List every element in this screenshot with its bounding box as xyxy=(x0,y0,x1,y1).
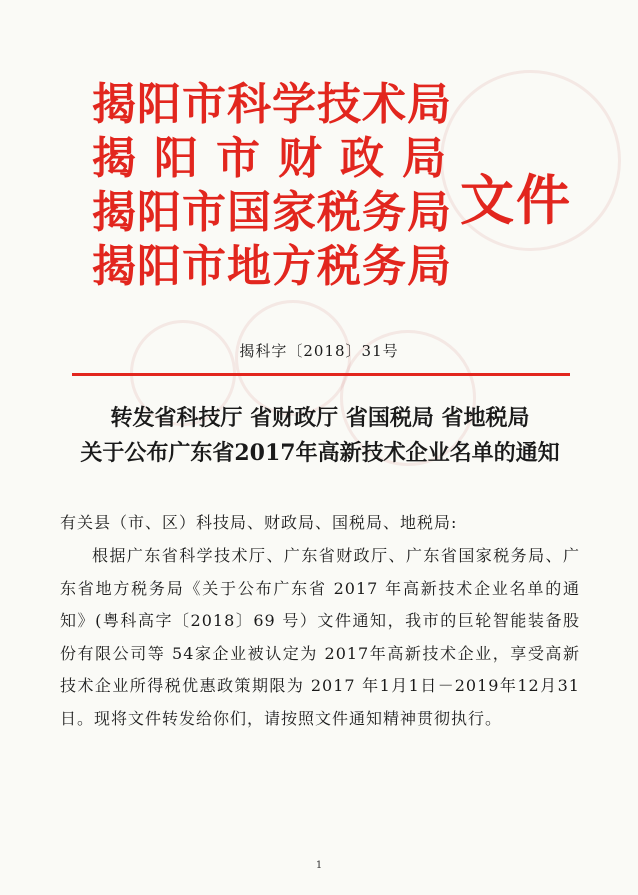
document-number: 揭科字〔2018〕31号 xyxy=(239,342,399,360)
issuer-block xyxy=(92,78,462,294)
red-divider xyxy=(72,373,570,376)
addressee: 有关县（市、区）科技局、财政局、国税局、地税局: xyxy=(60,513,458,532)
document-title-line-1: 转发省科技厅 省财政厅 省国税局 省地税局 xyxy=(110,405,530,431)
issuer-name: 揭阳市科学技术局 xyxy=(92,79,452,130)
body-paragraph: 根据广东省科学技术厅、广东省财政厅、广东省国家税务局、广东省地方税务局《关于公布广东省 2017 年高新技术企业名单的通知》(粤科高字〔2018〕69 号）文件通知，我市的巨轮智能装备股份有限公司等 54家企业被认定为 2017年高新技术企业，享受高新技术企业所得税优惠政策期限为 2017 年1月1日－2019年12月31日。现将文件转发给你们，请按照文件通知精神贯彻执行。 xyxy=(60,546,580,728)
issuer-name: 揭阳市财政局 xyxy=(92,133,464,184)
issuer-name: 揭阳市地方税务局 xyxy=(92,241,452,292)
page-number: 1 xyxy=(315,860,323,871)
document-word: 文件 xyxy=(460,168,572,232)
issuer-name: 揭阳市国家税务局 xyxy=(92,187,452,238)
document-title-line-2: 关于公布广东省2017年高新技术企业名单的通知 xyxy=(80,440,560,466)
